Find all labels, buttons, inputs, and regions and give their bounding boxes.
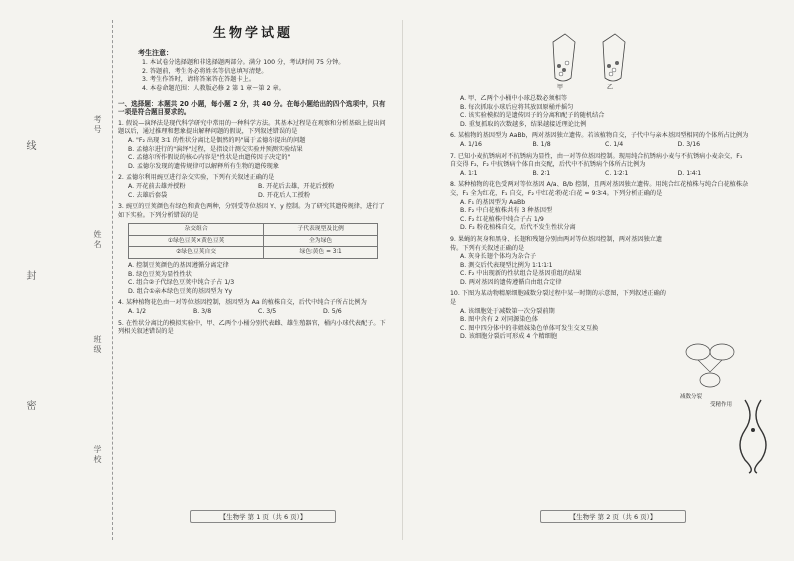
option: A. 灰身长翅个体均为杂合子	[460, 253, 537, 261]
option: D. 孟德尔发现的遗传规律可以解释所有生物的遗传现象	[128, 162, 280, 170]
question-stem: 10. 下图为某动物精原细胞减数分裂过程中某一时期的示意图，下列叙述正确的是	[450, 290, 666, 307]
right-column	[450, 92, 750, 342]
option: A. 该细胞处于减数第一次分裂前期	[460, 307, 555, 315]
option: D. 组合①亲本绿色豆荚的基因型为 Yy	[128, 287, 233, 295]
option: C. 孟德尔所作假说的核心内容是"性状是由遗传因子决定的"	[128, 154, 291, 162]
option: C. 1∶2∶1	[605, 169, 629, 177]
cell-diagram	[680, 340, 740, 390]
binding-label-exam-no: 考号	[93, 115, 102, 135]
option: B. 1/8	[532, 140, 551, 148]
option: D. F₂ 粉花植株自交，后代不发生性状分离	[460, 224, 576, 232]
chromosome-diagram	[735, 395, 775, 475]
option: A. 甲、乙两个小桶中小球总数必须相等	[460, 95, 568, 102]
table-cell: ①绿色豆荚×黄色豆荚	[129, 235, 264, 247]
notes-heading: 考生注意：	[138, 48, 173, 57]
left-column	[118, 26, 388, 337]
option: B. 3/8	[193, 308, 212, 316]
option: D. 5/6	[323, 308, 342, 316]
section-heading: 一、选择题：本题共 20 小题，每小题 2 分，共 40 分。在每小题给出的四个选项中，只有一项是符合题目要求的。	[118, 99, 386, 117]
option: D. 该细胞分裂后可形成 4 个精细胞	[460, 333, 558, 341]
seal-word-2: 封	[24, 270, 35, 282]
question-9	[450, 236, 670, 288]
fig-label-right: 乙	[607, 84, 614, 91]
option: A. 开花前去雄并授粉	[128, 182, 186, 190]
question-4	[118, 299, 388, 316]
option: D. 重复抓取的次数越多，结果越接近理论比例	[460, 120, 587, 128]
bag-illustration	[545, 28, 635, 88]
table-cell: 全为绿色	[264, 235, 378, 247]
question-stem: 6. 某植物的基因型为 AaBb，两对基因独立遗传。若该植物自交，子代中与亲本基因型相同的个体所占比例为	[450, 132, 749, 140]
option: A. "F₂ 出现 3∶1 的性状分离比是偶然的吗"属于孟德尔提出的问题	[128, 136, 306, 144]
option: D. 1∶4∶1	[677, 169, 702, 177]
table-header: 子代表现型及比例	[264, 224, 378, 236]
binding-line	[112, 20, 113, 540]
option: D. 开花后人工授粉	[258, 191, 311, 199]
option: C. 去雄后套袋	[128, 191, 168, 199]
question-stem: 4. 某种植物花色由一对等位基因控制，基因型为 Aa 的植株自交，后代中纯合子所占比例为	[118, 299, 367, 307]
option: D. 两对基因的遗传遵循自由组合定律	[460, 278, 562, 286]
question-stem: 9. 果蝇的灰身和黑身、长翅和残翅分别由两对等位基因控制，两对基因独立遗传。下列有关叙述正确的是	[450, 235, 663, 252]
option: C. 组合②子代绿色豆荚中纯合子占 1/3	[128, 279, 235, 287]
page-divider	[402, 20, 403, 540]
option: A. 1/2	[128, 308, 147, 316]
question-3	[118, 203, 388, 296]
page-footer-left: 【生物学 第 1 页（共 6 页）】	[190, 510, 336, 523]
option: B. 绿色豆荚为显性性状	[128, 270, 192, 278]
option: B. 测交后代表现型比例为 1∶1∶1∶1	[460, 261, 553, 269]
binding-margin	[0, 0, 110, 561]
option: B. 图中含有 2 对同源染色体	[460, 316, 538, 324]
option: A. 1/16	[460, 140, 482, 148]
bag-figure	[545, 28, 635, 91]
option: B. 每次抓取小球后应将其放回原桶并摇匀	[460, 103, 574, 111]
seal-word-3: 密	[24, 400, 35, 412]
seal-word-1: 线	[24, 140, 35, 152]
question-2	[118, 174, 388, 200]
option: B. 2∶1	[532, 169, 551, 177]
note-item: 2. 答题前，考生务必将姓名等信息填写清楚。	[142, 67, 268, 75]
option: A. F₁ 的基因型为 AaBb	[460, 198, 526, 206]
note-item: 1. 本试卷分选择题和非选择题两部分。满分 100 分，考试时间 75 分钟。	[142, 59, 345, 67]
binding-label-name: 姓名	[93, 230, 102, 250]
option: C. F₂ 红花植株中纯合子占 1/9	[460, 215, 544, 223]
option: A. 1∶1	[460, 169, 478, 177]
option: B. F₂ 中白花植株共有 3 种基因型	[460, 207, 553, 215]
binding-label-class: 班级	[93, 335, 102, 355]
question-stem: 8. 某种植物的花色受两对等位基因 A/a、B/b 控制，且两对基因独立遗传。用纯合红花植株与纯合白花植株杂交，F₁ 全为红花，F₁ 自交，F₂ 中红花∶粉花∶白花 = 9∶3∶4。下列分析正确的是	[450, 181, 749, 197]
table-header: 杂交组合	[129, 224, 264, 236]
question-stem: 7. 已知小麦抗锈病对不抗锈病为显性，由一对等位基因控制。现用纯合抗锈病小麦与不抗锈病小麦杂交，F₁ 自交得 F₂，F₂ 中抗锈病个体自由交配，后代中不抗锈病个体所占比例为	[450, 152, 743, 169]
question-1	[118, 120, 388, 172]
exam-title: 生物学试题	[212, 26, 293, 41]
option: B. 孟德尔进行的"演绎"过程，是指设计测交实验并预测实验结果	[128, 145, 303, 153]
question-6	[450, 132, 750, 149]
option: A. 控制豆荚颜色的基因遵循分离定律	[128, 262, 229, 270]
question-stem: 3. 豌豆的豆荚颜色有绿色和黄色两种，分别受等位基因 Y、y 控制。为了研究其遗传规律，进行了如下实验。下列分析错误的是	[118, 203, 385, 219]
option: C. F₂ 中出现新的性状组合是基因重组的结果	[460, 270, 582, 278]
option: D. 3/16	[677, 140, 701, 148]
question-8	[450, 181, 750, 233]
question-stem: 2. 孟德尔利用豌豆进行杂交实验，下列有关叙述正确的是	[118, 174, 275, 182]
question-10	[450, 290, 670, 342]
question-7	[450, 153, 750, 179]
binding-label-school: 学校	[93, 445, 102, 465]
option: C. 3/5	[258, 308, 277, 316]
meiosis-figure	[680, 340, 740, 420]
fig2-label: 减数分裂	[680, 394, 703, 400]
option: B. 开花后去雄，开花后授粉	[258, 182, 335, 190]
option: C. 该实验模拟的是遗传因子的分离和配子的随机结合	[460, 112, 605, 120]
question-stem: 1. 假说—演绎法是现代科学研究中常用的一种科学方法。其基本过程是在观察和分析基础上提出问题以后，通过推理和想象提出解释问题的假说，下列叙述错误的是	[118, 119, 386, 136]
table-cell: 绿色∶黄色 = 3∶1	[264, 247, 378, 259]
question-5-options	[450, 95, 750, 129]
fig2-label: 受精作用	[710, 402, 733, 408]
data-table	[128, 223, 378, 259]
table-cell: ②绿色豆荚自交	[129, 247, 264, 259]
page-footer-right: 【生物学 第 2 页（共 6 页）】	[540, 510, 686, 523]
option: C. 1/4	[605, 140, 624, 148]
note-item: 4. 本卷命题范围：人教版必修 2 第 1 章～第 2 章。	[142, 84, 285, 92]
option: C. 图中四分体中的非姐妹染色单体可发生交叉互换	[460, 324, 599, 332]
note-item: 3. 考生作答时，请将答案答在答题卡上。	[142, 76, 256, 84]
question-5	[118, 320, 388, 337]
chromosome-figure	[735, 395, 775, 475]
fig-label-left: 甲	[557, 84, 564, 91]
question-stem: 5. 在性状分离比的模拟实验中，甲、乙两个小桶分别代表雌、雄生殖器官，桶内小球代表配子。下列相关叙述错误的是	[118, 319, 386, 336]
